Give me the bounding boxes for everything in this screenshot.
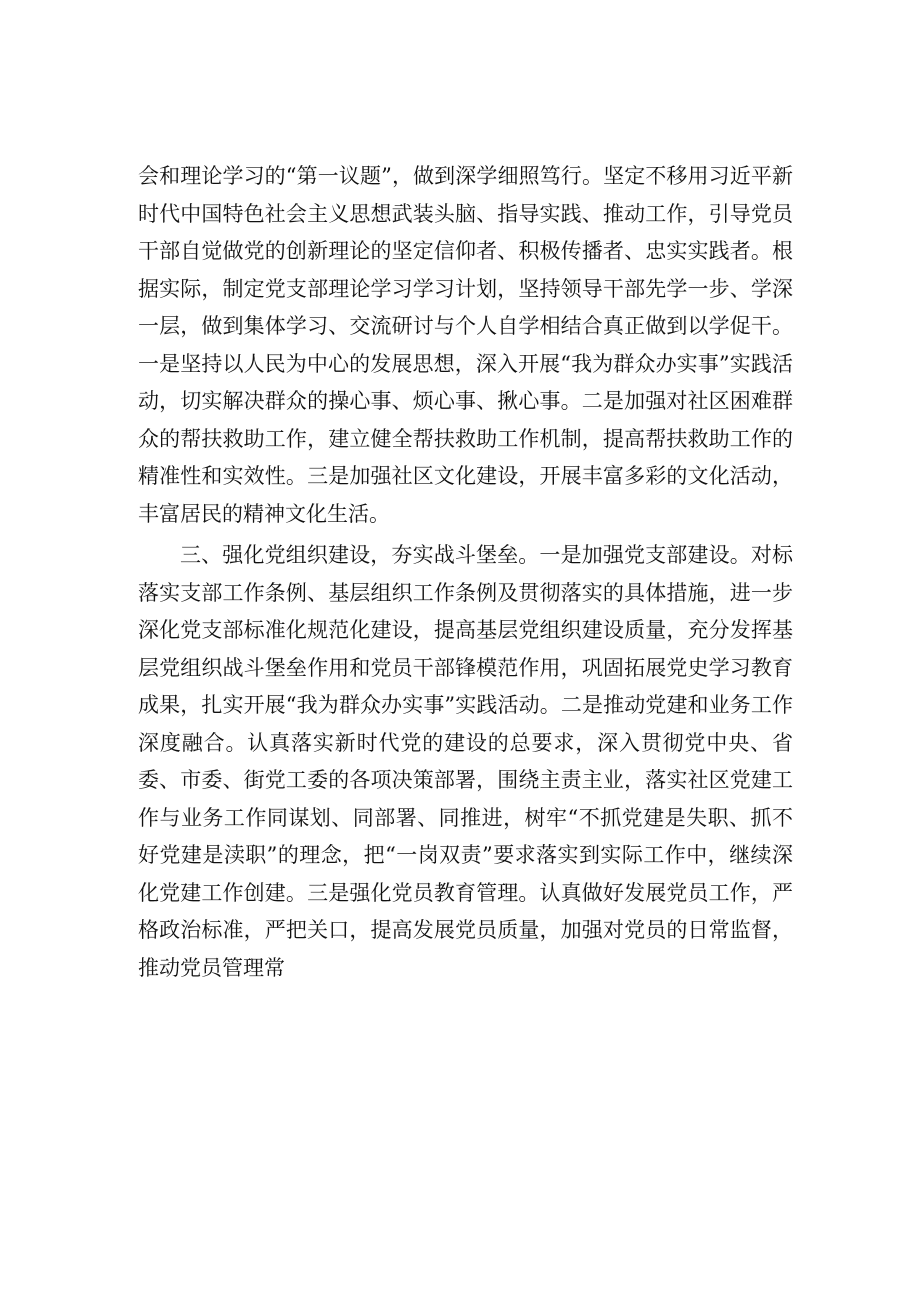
paragraph-continued: 会和理论学习的“第一议题”，做到深学细照笃行。坚定不移用习近平新时代中国特色社会主义思想武装头脑、指导实践、推动工作，引导党员干部自觉做党的创新理论的坚定信仰者、积极传播者、忠实实践者。根据实际，制定党支部理论学习学习计划，坚持领导干部先学一步、学深一层，做到集体学习、交流研讨与个人自学相结合真正做到以学促干。一是坚持以人民为中心的发展思想，深入开展“我为群众办实事”实践活动，切实解决群众的操心事、烦心事、揪心事。二是加强对社区困难群众的帮扶救助工作，建立健全帮扶救助工作机制，提高帮扶救助工作的精准性和实效性。三是加强社区文化建设，开展丰富多彩的文化活动，丰富居民的精神文化生活。 xyxy=(138,164,793,526)
paragraph-section-three: 三、强化党组织建设，夯实战斗堡垒。一是加强党支部建设。对标落实支部工作条例、基层组织工作条例及贯彻落实的具体措施，进一步深化党支部标准化规范化建设，提高基层党组织建设质量，充分发挥基层党组织战斗堡垒作用和党员干部锋模范作用，巩固拓展党史学习教育成果，扎实开展“我为群众办实事”实践活动。二是推动党建和业务工作深度融合。认真落实新时代党的建设的总要求，深入贯彻党中央、省委、市委、街党工委的各项决策部署，围绕主责主业，落实社区党建工作与业务工作同谋划、同部署、同推进，树牢“不抓党建是失职、抓不好党建是渎职”的理念，把“一岗双责”要求落实到实际工作中，继续深化党建工作创建。三是强化党员教育管理。认真做好发展党员工作，严格政治标准，严把关口，提高发展党员质量，加强对党员的日常监督，推动党员管理常 xyxy=(138,543,793,980)
document-body xyxy=(138,158,793,987)
